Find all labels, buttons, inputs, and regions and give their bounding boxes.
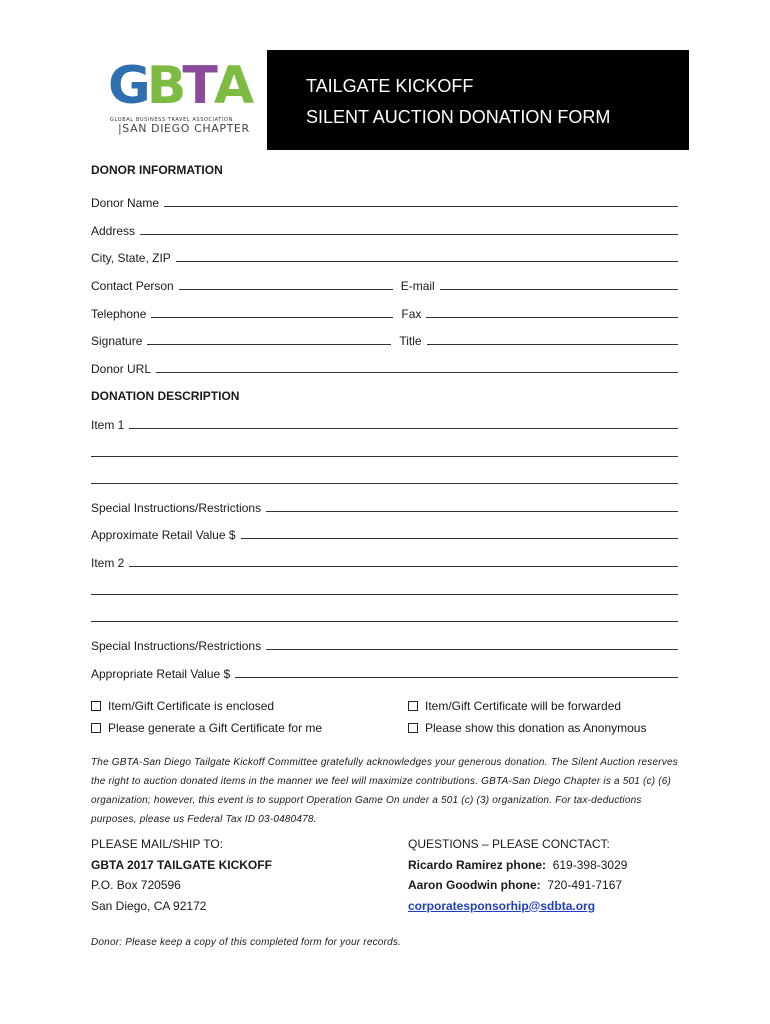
item-2-field-line-2[interactable] (91, 580, 678, 595)
form-title-banner (267, 50, 689, 150)
item-1-field[interactable] (129, 414, 678, 429)
anonymous-label: Please show this donation as Anonymous (425, 721, 647, 735)
retail-value-2-label: Appropriate Retail Value $ (91, 667, 231, 681)
donor-url-row (91, 358, 678, 376)
special-instructions-2-label: Special Instructions/Restrictions (91, 639, 262, 653)
acknowledgement-note: The GBTA-San Diego Tailgate Kickoff Committee gratefully acknowledges your generous donation. The Silent Auction reserves the right to auction donated items in the manner we feel will maximize contributions. GBTA-San Diego Chapter is a 501 (c) (6) organization; however, this event is to support Operation Game On under a 501 (c) (3) organization. For tax-deductions purposes, please us Federal Tax ID 03-0480478. (91, 757, 678, 825)
mail-city: San Diego, CA 92172 (91, 898, 207, 913)
special-instructions-1-label: Special Instructions/Restrictions (91, 501, 262, 515)
contact-email-row (91, 275, 678, 293)
contact-2-phone: 720-491-7167 (547, 878, 623, 892)
city-state-zip-label: City, State, ZIP (91, 251, 171, 265)
contact-heading: QUESTIONS – PLEASE CONCTACT: (408, 837, 610, 851)
donor-name-row (91, 192, 678, 210)
retail-value-1-row (91, 524, 678, 542)
item-1-line-2 (91, 442, 678, 460)
retail-value-1-label: Approximate Retail Value $ (91, 528, 236, 542)
item-2-line-2 (91, 580, 678, 598)
logo-letters (108, 58, 250, 114)
special-instructions-2-row (91, 635, 678, 653)
enclosed-label: Item/Gift Certificate is enclosed (108, 699, 275, 713)
retail-value-1-field[interactable] (241, 524, 678, 539)
contact-person-field[interactable] (179, 275, 393, 290)
mail-ship-block (91, 834, 272, 916)
item-2-row (91, 552, 678, 570)
item-2-label: Item 2 (91, 556, 125, 570)
city-state-zip-field[interactable] (176, 247, 678, 262)
telephone-fax-row (91, 303, 678, 321)
contact-email-link[interactable]: corporatesponsorhip@sdbta.org (408, 898, 596, 913)
donor-url-field[interactable] (156, 358, 678, 373)
contact-person-label: Contact Person (91, 279, 174, 293)
mail-heading: PLEASE MAIL/SHIP TO: (91, 837, 224, 851)
telephone-field[interactable] (151, 303, 393, 318)
contact-1-phone: 619-398-3029 (552, 857, 628, 872)
special-instructions-1-field[interactable] (266, 497, 678, 512)
contact-2-label: Aaron Goodwin phone: (408, 878, 541, 892)
mail-po-box: P.O. Box 720596 (91, 878, 181, 892)
title-label: Title (399, 334, 422, 348)
special-instructions-1-row (91, 497, 678, 515)
enclosed-option (91, 699, 274, 713)
address-field[interactable] (140, 220, 678, 235)
title-field[interactable] (427, 330, 678, 345)
logo-letter-g: G (108, 56, 147, 116)
logo-letter-b: B (146, 56, 183, 116)
special-instructions-2-field[interactable] (266, 635, 678, 650)
email-label: E-mail (400, 279, 435, 293)
fax-field[interactable] (426, 303, 678, 318)
contact-1-label: Ricardo Ramirez phone: (408, 857, 547, 872)
item-2-line-3 (91, 607, 678, 625)
donor-name-field[interactable] (164, 192, 678, 207)
item-1-field-line-3[interactable] (91, 469, 678, 484)
mail-recipient: GBTA 2017 TAILGATE KICKOFF (91, 857, 272, 872)
address-row (91, 220, 678, 238)
donation-description-heading: DONATION DESCRIPTION (91, 389, 240, 403)
anonymous-checkbox[interactable] (408, 723, 418, 733)
item-1-row (91, 414, 678, 432)
forwarded-label: Item/Gift Certificate will be forwarded (425, 699, 622, 713)
gbta-logo (108, 56, 251, 138)
signature-title-row (91, 330, 678, 348)
item-2-field[interactable] (129, 552, 678, 567)
logo-association-text: GLOBAL BUSINESS TRAVEL ASSOCIATION (110, 117, 233, 123)
title-line-2: SILENT AUCTION DONATION FORM (306, 107, 611, 127)
retail-value-2-row (91, 663, 678, 681)
forwarded-checkbox[interactable] (408, 701, 418, 711)
anonymous-option (408, 721, 646, 735)
enclosed-checkbox[interactable] (91, 701, 101, 711)
donor-url-label: Donor URL (91, 362, 152, 376)
generate-certificate-label: Please generate a Gift Certificate for me (108, 721, 323, 735)
footer-note: Donor: Please keep a copy of this completed form for your records. (91, 937, 402, 948)
logo-letter-t: T (182, 56, 214, 116)
item-1-label: Item 1 (91, 418, 125, 432)
retail-value-2-field[interactable] (235, 663, 678, 678)
contact-block (408, 834, 627, 916)
generate-certificate-option (91, 721, 322, 735)
fax-label: Fax (401, 307, 422, 321)
donor-name-label: Donor Name (91, 196, 160, 210)
telephone-label: Telephone (91, 307, 147, 321)
signature-field[interactable] (147, 330, 391, 345)
city-state-zip-row (91, 247, 678, 265)
title-line-1: TAILGATE KICKOFF (306, 76, 474, 96)
item-1-field-line-2[interactable] (91, 442, 678, 457)
logo-letter-a: A (213, 56, 251, 116)
forwarded-option (408, 699, 621, 713)
item-1-line-3 (91, 469, 678, 487)
email-field[interactable] (440, 275, 678, 290)
donor-information-heading: DONOR INFORMATION (91, 163, 223, 177)
signature-label: Signature (91, 334, 143, 348)
generate-certificate-checkbox[interactable] (91, 723, 101, 733)
address-label: Address (91, 224, 136, 238)
logo-chapter-text: |SAN DIEGO CHAPTER (118, 122, 250, 135)
item-2-field-line-3[interactable] (91, 607, 678, 622)
